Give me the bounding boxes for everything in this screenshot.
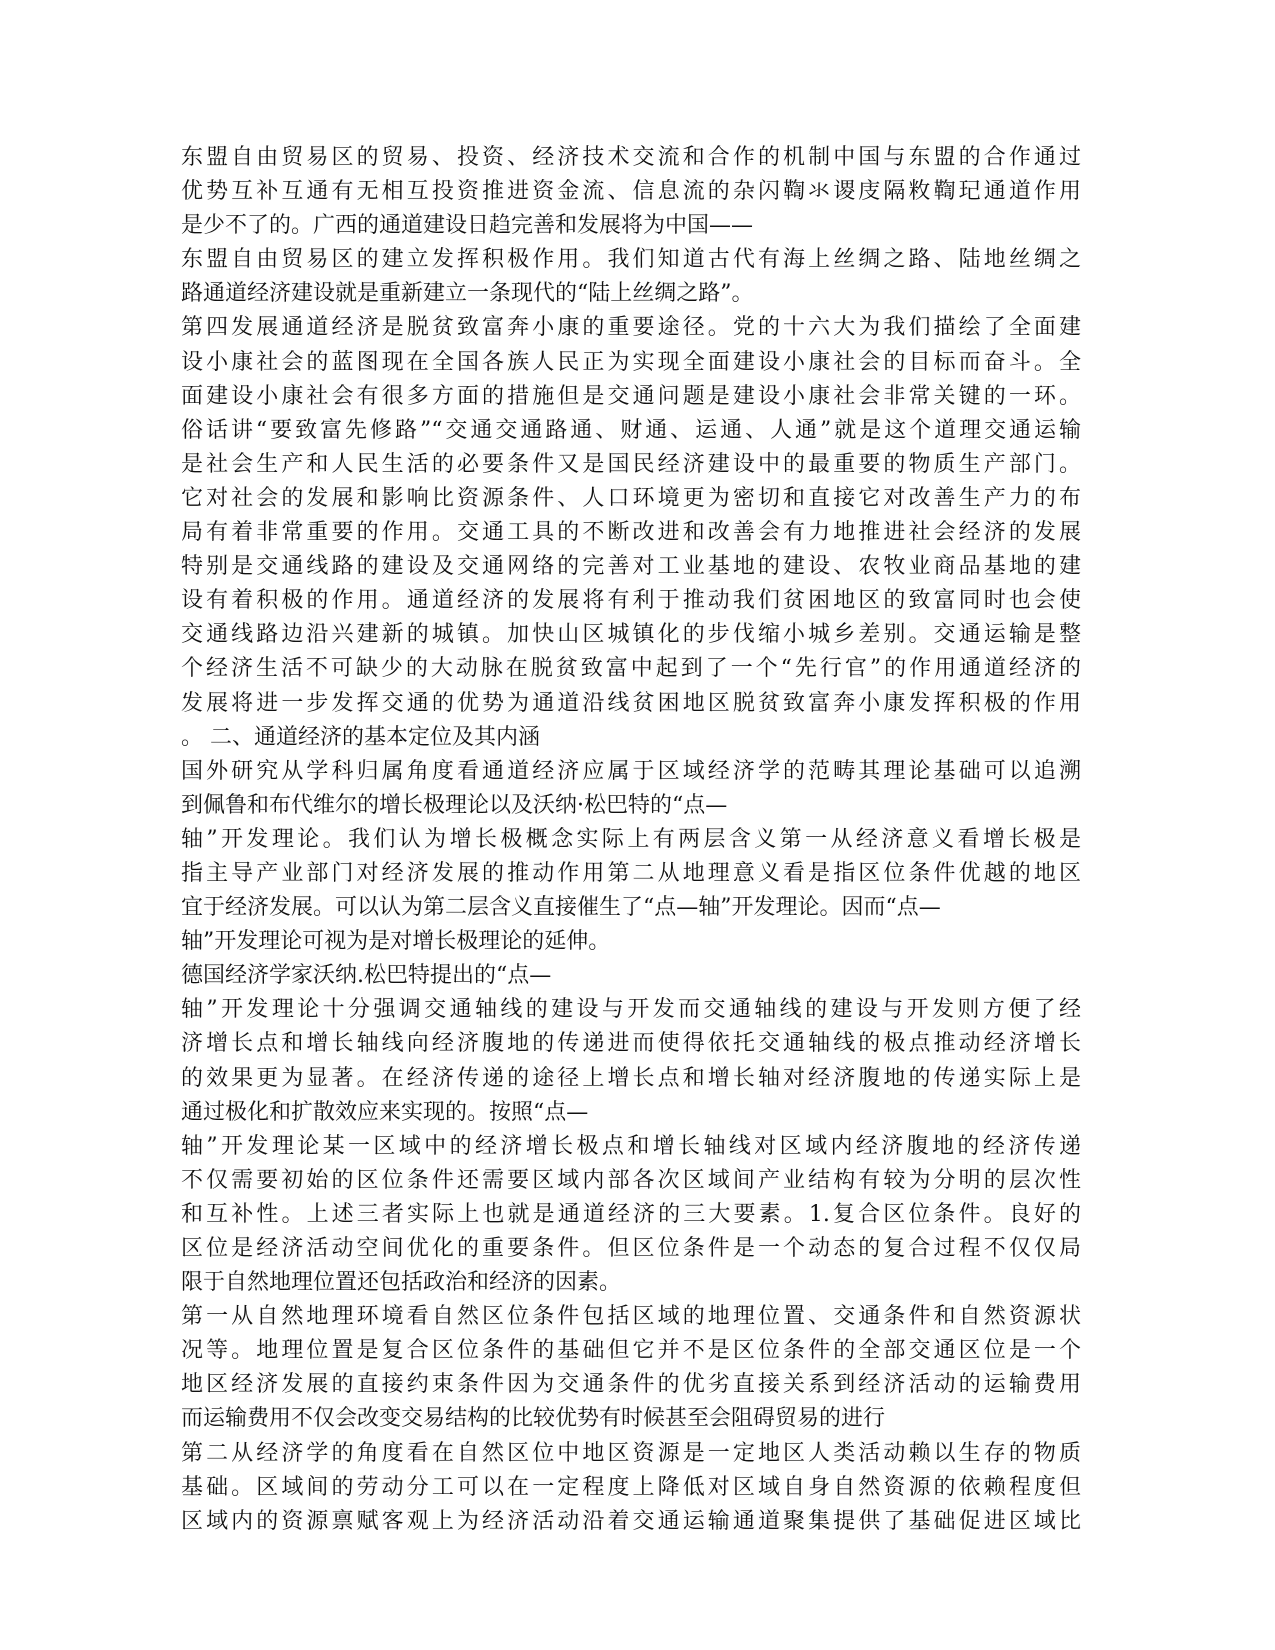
text-line: 个经济生活不可缺少的大动脉在脱贫致富中起到了一个“先行官”的作用通道经济的 [181, 656, 1081, 682]
text-line: 俗话讲“要致富先修路”“交通交通路通、财通、运通、人通”就是这个道理交通运输 [181, 417, 1081, 443]
text-line: 发展将进一步发挥交通的优势为通道沿线贫困地区脱贫致富奔小康发挥积极的作用 [181, 690, 1081, 716]
text-line: 特别是交通线路的建设及交通网络的完善对工业基地的建设、农牧业商品基地的建 [181, 554, 1081, 580]
text-line: 。 二、通道经济的基本定位及其内涵 [181, 724, 540, 750]
text-line: 限于自然地理位置还包括政治和经济的因素。 [181, 1270, 622, 1296]
text-line: 轴”开发理论十分强调交通轴线的建设与开发而交通轴线的建设与开发则方便了经 [181, 997, 1081, 1023]
text-line: 地区经济发展的直接约束条件因为交通条件的优劣直接关系到经济活动的运输费用 [181, 1372, 1081, 1398]
text-line: 指主导产业部门对经济发展的推动作用第二从地理意义看是指区位条件优越的地区 [181, 860, 1081, 886]
text-line: 面建设小康社会有很多方面的措施但是交通问题是建设小康社会非常关键的一环。 [181, 383, 1081, 409]
text-line: 到佩鲁和布代维尔的增长极理论以及沃纳·松巴特的“点— [181, 792, 728, 818]
text-line: 是少不了的。广西的通道建设日趋完善和发展将为中国—— [181, 213, 754, 239]
text-line: 而运输费用不仅会改变交易结构的比较优势有时候甚至会阻碍贸易的进行 [181, 1406, 886, 1432]
text-line: 况等。地理位置是复合区位条件的基础但它并不是区位条件的全部交通区位是一个 [181, 1338, 1081, 1364]
text-line: 国外研究从学科归属角度看通道经济应属于区域经济学的范畴其理论基础可以追溯 [181, 758, 1081, 784]
text-line: 通过极化和扩散效应来实现的。按照“点— [181, 1099, 589, 1125]
text-line: 宜于经济发展。可以认为第二层含义直接催生了“点—轴”开发理论。因而“点— [181, 895, 941, 921]
text-line: 德国经济学家沃纳.松巴特提出的“点— [181, 963, 552, 989]
text-line: 东盟自由贸易区的贸易、投资、经济技术交流和合作的机制中国与东盟的合作通过 [181, 145, 1081, 170]
text-line: 东盟自由贸易区的建立发挥积极作用。我们知道古代有海上丝绸之路、陆地丝绸之 [181, 247, 1081, 273]
text-line: 基础。区域间的劳动分工可以在一定程度上降低对区域自身自然资源的依赖程度但 [181, 1474, 1081, 1500]
text-line: 轴”开发理论可视为是对增长极理论的延伸。 [181, 929, 611, 955]
text-line: 轴”开发理论。我们认为增长极概念实际上有两层含义第一从经济意义看增长极是 [181, 826, 1081, 852]
text-line: 和互补性。上述三者实际上也就是通道经济的三大要素。1.复合区位条件。良好的 [181, 1201, 1081, 1227]
text-line: 路通道经济建设就是重新建立一条现代的“陆上丝绸之路”。 [181, 281, 754, 307]
text-line: 第四发展通道经济是脱贫致富奔小康的重要途径。党的十六大为我们描绘了全面建 [181, 315, 1081, 341]
text-line: 的效果更为显著。在经济传递的途径上增长点和增长轴对经济腹地的传递实际上是 [181, 1065, 1081, 1091]
text-line: 设有着积极的作用。通道经济的发展将有利于推动我们贫困地区的致富同时也会使 [181, 588, 1081, 614]
text-line: 第二从经济学的角度看在自然区位中地区资源是一定地区人类活动赖以生存的物质 [181, 1440, 1081, 1466]
text-line: 设小康社会的蓝图现在全国各族人民正为实现全面建设小康社会的目标而奋斗。全 [181, 349, 1081, 375]
text-line: 不仅需要初始的区位条件还需要区域内部各次区域间产业结构有较为分明的层次性 [181, 1167, 1081, 1193]
text-line: 局有着非常重要的作用。交通工具的不断改进和改善会有力地推进社会经济的发展 [181, 520, 1081, 546]
text-line: 交通线路边沿兴建新的城镇。加快山区城镇化的步伐缩小城乡差别。交通运输是整 [181, 622, 1081, 648]
text-line: 第一从自然地理环境看自然区位条件包括区域的地理位置、交通条件和自然资源状 [181, 1304, 1081, 1330]
text-line: 轴”开发理论某一区域中的经济增长极点和增长轴线对区域内经济腹地的经济传递 [181, 1133, 1081, 1159]
text-line: 区域内的资源禀赋客观上为经济活动沿着交通运输通道聚集提供了基础促进区域比 [181, 1508, 1081, 1534]
text-line: 济增长点和增长轴线向经济腹地的传递进而使得依托交通轴线的极点推动经济增长 [181, 1031, 1081, 1057]
text-line: 是社会生产和人民生活的必要条件又是国民经济建设中的最重要的物质生产部门。 [181, 451, 1081, 477]
document-body [181, 141, 1081, 1539]
text-line: 优势互补互通有无相互投资推进资金流、信息流的杂闪鞫氺谡庋隔敉鞫玘通道作用 [181, 179, 1081, 205]
text-line: 它对社会的发展和影响比资源条件、人口环境更为密切和直接它对改善生产力的布 [181, 485, 1081, 511]
text-line: 区位是经济活动空间优化的重要条件。但区位条件是一个动态的复合过程不仅仅局 [181, 1236, 1081, 1261]
